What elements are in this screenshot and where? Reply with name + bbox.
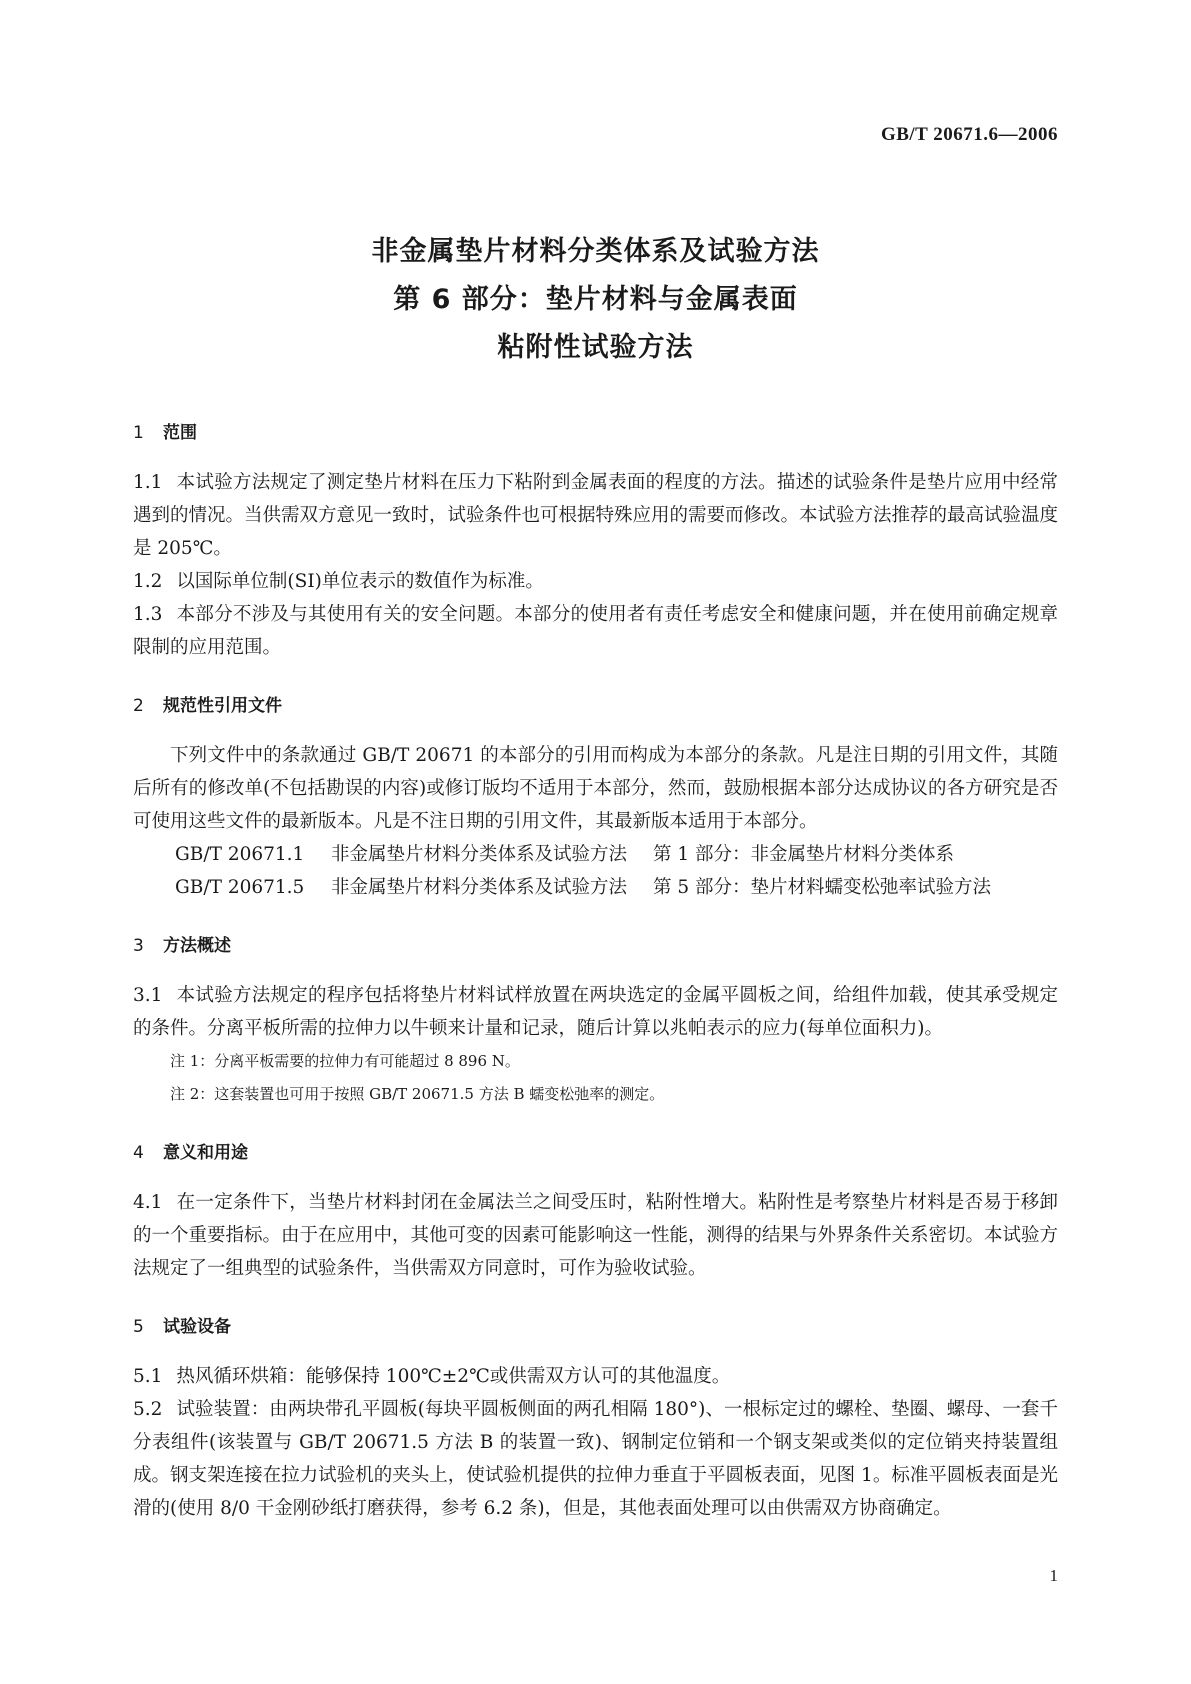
clause-number: 1.3	[133, 604, 163, 625]
clause-text: 本试验方法规定的程序包括将垫片材料试样放置在两块选定的金属平圆板之间，给组件加载，使其承受规定的条件。分离平板所需的拉伸力以牛顿来计量和记录，随后计算以兆帕表示的应力(每单位面积力)。	[133, 985, 1058, 1039]
clause-number: 3.1	[133, 985, 163, 1006]
clause-text: 热风循环烘箱：能够保持 100℃±2℃或供需双方认可的其他温度。	[176, 1366, 731, 1387]
clause-1-1	[133, 466, 1058, 565]
clause-text: 以国际单位制(SI)单位表示的数值作为标准。	[176, 571, 544, 592]
section-number: 4	[133, 1143, 144, 1163]
clause-text: 本部分不涉及与其使用有关的安全问题。本部分的使用者有责任考虑安全和健康问题，并在使用前确定规章限制的应用范围。	[133, 604, 1058, 658]
clause-text: 在一定条件下，当垫片材料封闭在金属法兰之间受压时，粘附性增大。粘附性是考察垫片材料是否易于移卸的一个重要指标。由于在应用中，其他可变的因素可能影响这一性能，测得的结果与外界条件关系密切。本试验方法规定了一组典型的试验条件，当供需双方同意时，可作为验收试验。	[133, 1192, 1059, 1279]
section-heading-5	[133, 1311, 1058, 1344]
reference-title: 非金属垫片材料分类体系及试验方法	[331, 877, 628, 898]
reference-entry-1	[133, 838, 1058, 871]
section-title: 方法概述	[163, 936, 231, 956]
reference-title: 非金属垫片材料分类体系及试验方法	[331, 844, 628, 865]
clause-1-3	[133, 598, 1058, 664]
standard-code: GB/T 20671.6—2006	[880, 124, 1058, 145]
section-heading-2	[133, 690, 1058, 723]
clause-4-1	[133, 1186, 1058, 1285]
reference-entry-2	[133, 871, 1058, 904]
clause-text: 本试验方法规定了测定垫片材料在压力下粘附到金属表面的程度的方法。描述的试验条件是垫片应用中经常遇到的情况。当供需双方意见一致时，试验条件也可根据特殊应用的需要而修改。本试验方法推荐的最高试验温度是 205℃。	[133, 472, 1059, 559]
clause-number: 5.1	[133, 1366, 163, 1387]
section-title: 意义和用途	[163, 1143, 248, 1163]
section-title: 规范性引用文件	[163, 696, 282, 716]
clause-5-1	[133, 1360, 1058, 1393]
clause-number: 4.1	[133, 1192, 163, 1213]
section-number: 5	[133, 1317, 144, 1337]
clause-number: 1.2	[133, 571, 163, 592]
section-number: 2	[133, 696, 144, 716]
reference-part: 第 1 部分：非金属垫片材料分类体系	[653, 844, 955, 865]
section-number: 1	[133, 423, 144, 443]
clause-number: 5.2	[133, 1399, 163, 1420]
clause-number: 1.1	[133, 472, 163, 493]
clause-text: 试验装置：由两块带孔平圆板(每块平圆板侧面的两孔相隔 180°)、一根标定过的螺栓、垫圈、螺母、一套千分表组件(该装置与 GB/T 20671.5 方法 B 的装置一致)、钢制定位销和一个钢支架或类似的定位销夹持装置组成。钢支架连接在拉力试验机的夹头上，使试验机提供的拉伸力垂直于平圆板表面，见图 1。标准平圆板表面是光滑的(使用 8/0 干金刚砂纸打磨获得，参考 6.2 条)，但是，其他表面处理可以由供需双方协商确定。	[133, 1399, 1058, 1519]
title-line-3: 粘附性试验方法	[497, 332, 694, 363]
reference-code: GB/T 20671.1	[175, 844, 305, 865]
title-line-1: 非金属垫片材料分类体系及试验方法	[371, 236, 820, 267]
reference-part: 第 5 部分：垫片材料蠕变松弛率试验方法	[653, 877, 992, 898]
section-heading-3	[133, 930, 1058, 963]
section-heading-4	[133, 1137, 1058, 1170]
reference-code: GB/T 20671.5	[175, 877, 305, 898]
section-title: 试验设备	[163, 1317, 231, 1337]
section-title: 范围	[163, 423, 197, 443]
document-title	[0, 228, 1191, 372]
section-heading-1	[133, 417, 1058, 450]
document-body	[133, 417, 1058, 1525]
section-number: 3	[133, 936, 144, 956]
title-line-2: 第 6 部分：垫片材料与金属表面	[393, 284, 798, 315]
clause-5-2	[133, 1393, 1058, 1525]
clause-1-2	[133, 565, 1058, 598]
normative-references-intro: 下列文件中的条款通过 GB/T 20671 的本部分的引用而构成为本部分的条款。凡是注日期的引用文件，其随后所有的修改单(不包括勘误的内容)或修订版均不适用于本部分，然而，鼓励根据本部分达成协议的各方研究是否可使用这些文件的最新版本。凡是不注日期的引用文件，其最新版本适用于本部分。	[133, 745, 1058, 832]
page-number: 1	[1049, 1566, 1058, 1585]
note-1: 注 1：分离平板需要的拉伸力有可能超过 8 896 N。	[170, 1052, 520, 1070]
clause-3-1	[133, 979, 1058, 1045]
note-2: 注 2：这套装置也可用于按照 GB/T 20671.5 方法 B 蠕变松弛率的测定。	[170, 1085, 665, 1103]
